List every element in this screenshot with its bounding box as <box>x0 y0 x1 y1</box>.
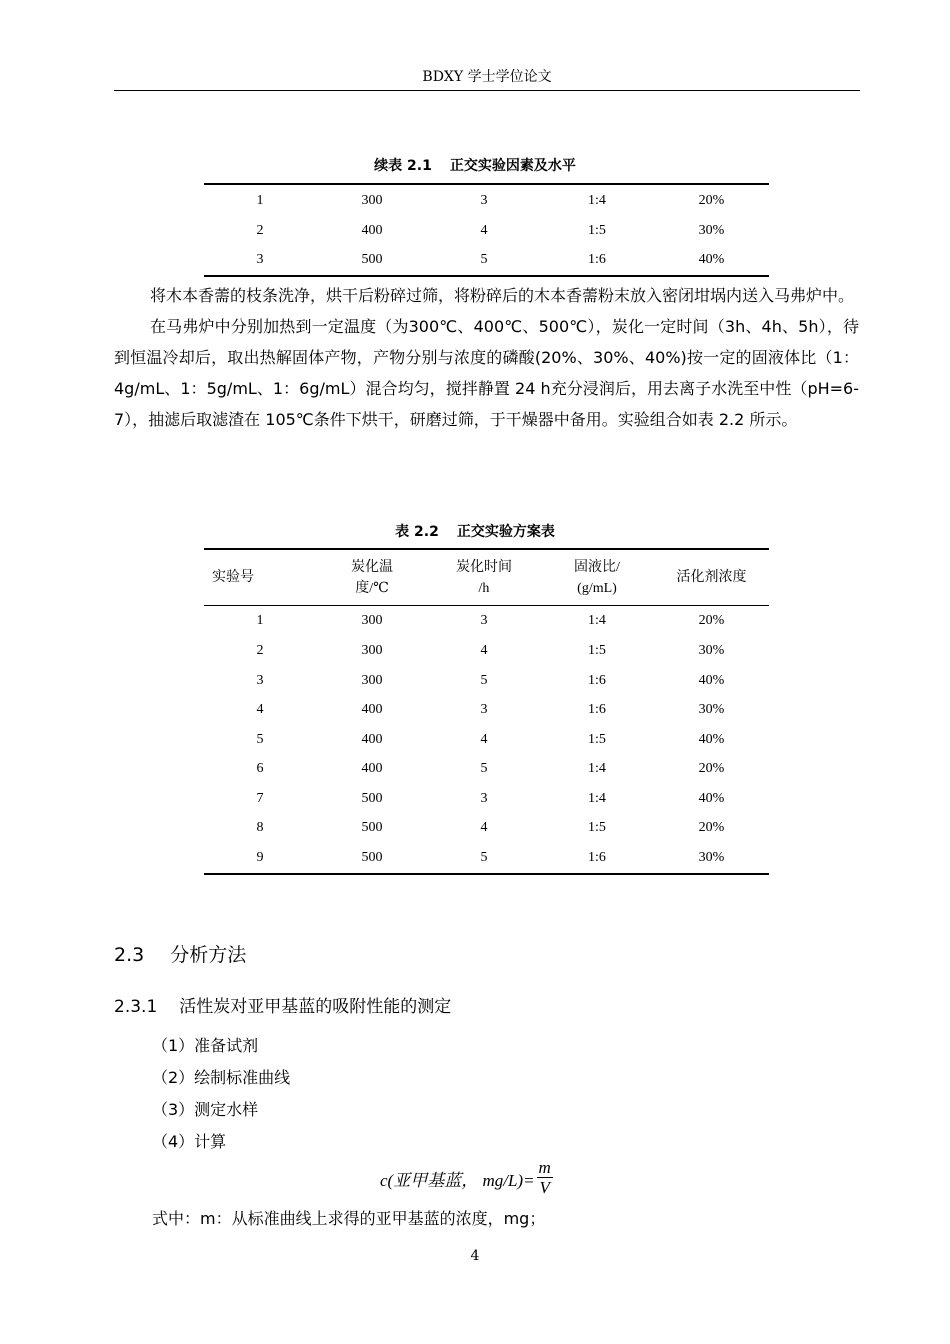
column-header: 活化剂浓度 <box>654 549 769 606</box>
table-header-row <box>204 549 769 606</box>
body-text <box>114 280 859 435</box>
table1-caption-title: 正交实验因素及水平 <box>449 158 576 174</box>
table-cell: 400 <box>361 702 383 718</box>
paragraph-1: 将木本香薷的枝条洗净，烘干后粉碎过筛，将粉碎后的木本香薷粉末放入密闭坩埚内送入马弗炉中。 <box>150 286 855 305</box>
table-cell: 300 <box>361 672 383 688</box>
table-cell: 2 <box>256 222 264 238</box>
formula-numerator: m <box>538 1158 551 1177</box>
table-cell: 20% <box>654 184 769 216</box>
table-cell: 8 <box>256 820 264 836</box>
steps-list <box>152 1030 290 1158</box>
table-row <box>204 725 769 755</box>
table-cell: 2 <box>256 643 264 659</box>
table-row <box>204 666 769 696</box>
table-cell: 1:4 <box>588 613 606 629</box>
table-cell: 30% <box>698 222 725 238</box>
table-cell: 400 <box>361 222 383 238</box>
table1-caption <box>0 155 950 175</box>
table-cell: 7 <box>256 790 264 806</box>
list-item: （2）绘制标准曲线 <box>152 1068 291 1087</box>
table-cell: 3 <box>480 613 488 629</box>
table-cell: 3 <box>480 790 488 806</box>
formula-fraction <box>537 1158 553 1198</box>
table-cell: 1:6 <box>588 702 606 718</box>
column-header: 固液比/ (g/mL) <box>540 549 654 606</box>
table-cell: 1:4 <box>588 761 606 777</box>
table-cell: 1:6 <box>588 672 606 688</box>
subsection-heading <box>114 992 451 1017</box>
table1-caption-number: 续表 2.1 <box>374 158 432 174</box>
table-cell: 3 <box>256 672 264 688</box>
table1 <box>204 183 769 277</box>
table-row <box>204 216 769 245</box>
formula-denominator: V <box>539 1178 550 1197</box>
table-row <box>204 755 769 785</box>
formula <box>380 1158 553 1198</box>
table-cell: 300 <box>316 184 428 216</box>
table-row <box>204 696 769 726</box>
table-cell: 30% <box>698 643 725 659</box>
table-cell: 5 <box>480 672 488 688</box>
column-header: 炭化时间 /h <box>428 549 540 606</box>
table-cell: 300 <box>361 643 383 659</box>
table-row <box>204 814 769 844</box>
section-title: 分析方法 <box>170 944 247 966</box>
table-cell: 40% <box>698 790 725 806</box>
table-cell: 5 <box>256 731 264 747</box>
table-cell: 1 <box>204 184 316 216</box>
table-cell: 3 <box>428 184 540 216</box>
table-cell: 4 <box>480 643 488 659</box>
page-number: 4 <box>470 1248 480 1264</box>
subsection-title: 活性炭对亚甲基蓝的吸附性能的测定 <box>179 997 452 1017</box>
table-cell: 6 <box>256 761 264 777</box>
table-cell: 3 <box>480 702 488 718</box>
table-cell: 30% <box>698 702 725 718</box>
list-item: （1）准备试剂 <box>152 1036 259 1055</box>
table-cell: 20% <box>698 761 725 777</box>
header-title: BDXY 学士学位论文 <box>422 69 552 85</box>
table2-caption-title: 正交实验方案表 <box>456 524 555 540</box>
table-cell: 5 <box>480 761 488 777</box>
section-heading <box>114 940 246 967</box>
table-row <box>204 184 769 216</box>
table-cell: 20% <box>698 820 725 836</box>
table-cell: 40% <box>698 672 725 688</box>
table-cell: 5 <box>428 245 540 276</box>
table-cell: 500 <box>361 820 383 836</box>
table-cell: 500 <box>361 790 383 806</box>
table-cell: 9 <box>204 843 316 874</box>
table-cell: 40% <box>698 731 725 747</box>
table-row <box>204 637 769 667</box>
table-cell: 300 <box>361 613 383 629</box>
table2-caption-number: 表 2.2 <box>395 524 439 540</box>
table-cell: 3 <box>204 245 316 276</box>
column-header: 炭化温 度/℃ <box>316 549 428 606</box>
formula-lhs: c(亚甲基蓝， mg/L)= <box>380 1170 535 1190</box>
section-number: 2.3 <box>114 944 145 966</box>
list-item: （4）计算 <box>152 1132 227 1151</box>
table-cell: 20% <box>698 613 725 629</box>
list-item: （3）测定水样 <box>152 1100 259 1119</box>
table2 <box>204 548 769 875</box>
table-row <box>204 784 769 814</box>
table-cell: 4 <box>256 702 264 718</box>
table-cell: 400 <box>361 731 383 747</box>
column-header: 实验号 <box>204 549 316 606</box>
table-cell: 500 <box>316 245 428 276</box>
table-cell: 1:5 <box>588 820 606 836</box>
table-cell: 1 <box>256 613 264 629</box>
table-cell: 500 <box>316 843 428 874</box>
table-cell: 30% <box>654 843 769 874</box>
table-row <box>204 245 769 276</box>
table-cell: 1:5 <box>588 222 606 238</box>
paragraph-2: 在马弗炉中分别加热到一定温度（为300℃、400℃、500℃），炭化一定时间（3h、4h、5h），待到恒温冷却后，取出热解固体产物，产物分别与浓度的磷酸(20%、30%、40%)按一定的固液体比（1：4g/mL、1：5g/mL、1：6g/mL）混合均匀，搅拌静置 24 h充分浸润后，用去离子水洗至中性（pH=6-7），抽滤后取滤渣在 105℃条件下烘干，研磨过筛，于干燥器中备用。实验组合如表 2.2 所示。 <box>114 317 859 429</box>
table-cell: 4 <box>480 731 488 747</box>
table-cell: 400 <box>361 761 383 777</box>
table2-caption <box>0 521 950 541</box>
table-cell: 1:4 <box>588 790 606 806</box>
table-cell: 1:6 <box>540 245 654 276</box>
subsection-number: 2.3.1 <box>114 997 158 1017</box>
table-cell: 1:6 <box>540 843 654 874</box>
formula-description: 式中：m：从标准曲线上求得的亚甲基蓝的浓度，mg； <box>152 1209 546 1228</box>
table-cell: 5 <box>428 843 540 874</box>
table-cell: 4 <box>480 222 488 238</box>
table-row <box>204 606 769 637</box>
table-cell: 1:5 <box>588 731 606 747</box>
page-header <box>114 66 860 91</box>
table-cell: 1:4 <box>540 184 654 216</box>
table-cell: 40% <box>654 245 769 276</box>
table-cell: 4 <box>480 820 488 836</box>
table-row <box>204 843 769 874</box>
table-cell: 1:5 <box>588 643 606 659</box>
